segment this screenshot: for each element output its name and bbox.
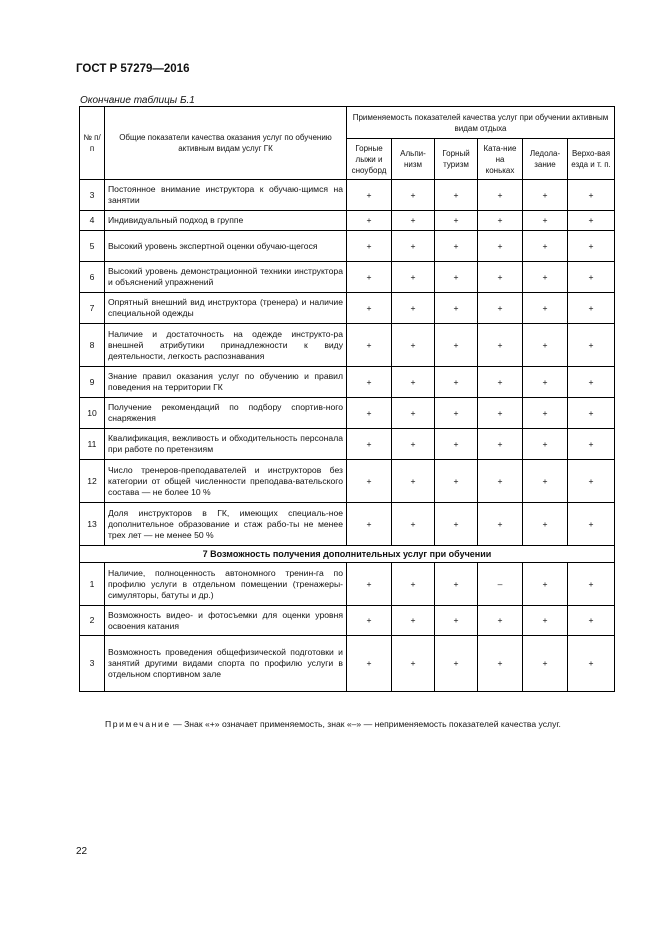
quality-indicators-table: [79, 106, 615, 692]
applicability-mark: +: [478, 324, 523, 367]
applicability-mark: +: [523, 503, 568, 546]
column-header-number: № п/п: [80, 107, 105, 180]
column-header-indicator: Общие показатели качества оказания услуг по обучению активным видам услуг ГК: [105, 107, 347, 180]
table-row: [80, 606, 615, 636]
column-header-activity: Горный туризм: [435, 139, 478, 180]
applicability-mark: +: [523, 636, 568, 692]
applicability-mark: +: [392, 398, 435, 429]
applicability-mark: +: [347, 460, 392, 503]
table-row: [80, 324, 615, 367]
applicability-mark: +: [392, 231, 435, 262]
applicability-mark: +: [478, 460, 523, 503]
applicability-mark: +: [392, 293, 435, 324]
applicability-mark: +: [435, 211, 478, 231]
indicator-text: Наличие и достаточность на одежде инструкто-ра внешней атрибутики принадлежности к виду деятельности, легкость распознавания: [105, 324, 347, 367]
applicability-mark: +: [478, 636, 523, 692]
table-row: [80, 563, 615, 606]
applicability-mark: +: [435, 563, 478, 606]
applicability-mark: +: [392, 429, 435, 460]
applicability-mark: +: [568, 211, 615, 231]
applicability-mark: +: [478, 180, 523, 211]
applicability-mark: +: [478, 231, 523, 262]
column-header-group: Применяемость показателей качества услуг при обучении активным видам отдыха: [347, 107, 615, 139]
applicability-mark: +: [568, 460, 615, 503]
indicator-text: Наличие, полноценность автономного тренин-га по профилю услуги в отдельном помещении (тренажеры-симуляторы, батуты и др.): [105, 563, 347, 606]
applicability-mark: +: [347, 606, 392, 636]
applicability-mark: +: [392, 262, 435, 293]
applicability-mark: +: [435, 324, 478, 367]
column-header-activity: Ката-ние на коньках: [478, 139, 523, 180]
applicability-mark: +: [435, 293, 478, 324]
applicability-mark: +: [523, 180, 568, 211]
applicability-mark: +: [435, 180, 478, 211]
applicability-mark: +: [347, 398, 392, 429]
applicability-mark: +: [568, 563, 615, 606]
indicator-text: Получение рекомендаций по подбору спортив-ного снаряжения: [105, 398, 347, 429]
applicability-mark: +: [392, 211, 435, 231]
applicability-mark: +: [523, 262, 568, 293]
applicability-mark: +: [435, 503, 478, 546]
table-row: [80, 636, 615, 692]
applicability-mark: +: [347, 429, 392, 460]
applicability-mark: +: [523, 231, 568, 262]
applicability-mark: +: [347, 324, 392, 367]
applicability-mark: +: [347, 367, 392, 398]
applicability-mark: +: [435, 262, 478, 293]
table-row: [80, 211, 615, 231]
row-number: 6: [80, 262, 105, 293]
applicability-mark: +: [347, 503, 392, 546]
applicability-mark: +: [478, 262, 523, 293]
applicability-mark: +: [478, 429, 523, 460]
applicability-mark: +: [568, 180, 615, 211]
section-row: [80, 546, 615, 563]
applicability-mark: +: [523, 563, 568, 606]
column-header-activity: Альпи-низм: [392, 139, 435, 180]
row-number: 3: [80, 636, 105, 692]
applicability-mark: +: [568, 606, 615, 636]
applicability-mark: +: [568, 231, 615, 262]
note-text: — Знак «+» означает применяемость, знак «–» — неприменяемость показателей качества услуг.: [170, 719, 561, 729]
column-header-activity: Верхо-вая езда и т. п.: [568, 139, 615, 180]
table-row: [80, 293, 615, 324]
applicability-mark: +: [568, 636, 615, 692]
applicability-mark: +: [478, 293, 523, 324]
column-header-activity: Ледола-зание: [523, 139, 568, 180]
row-number: 3: [80, 180, 105, 211]
column-header-activity: Горные лыжи и сноуборд: [347, 139, 392, 180]
applicability-mark: +: [347, 293, 392, 324]
applicability-mark: +: [435, 636, 478, 692]
applicability-mark: +: [347, 563, 392, 606]
applicability-mark: +: [478, 398, 523, 429]
applicability-mark: +: [435, 460, 478, 503]
indicator-text: Индивидуальный подход в группе: [105, 211, 347, 231]
indicator-text: Число тренеров-преподавателей и инструкторов без категории от общей численности преподава-вательского состава — не более 10 %: [105, 460, 347, 503]
indicator-text: Опрятный внешний вид инструктора (тренера) и наличие специальной одежды: [105, 293, 347, 324]
table-row: [80, 429, 615, 460]
note-label: Примечание: [105, 719, 171, 729]
row-number: 2: [80, 606, 105, 636]
table-row: [80, 262, 615, 293]
applicability-mark: +: [523, 324, 568, 367]
applicability-mark: +: [435, 231, 478, 262]
page-number: 22: [76, 846, 88, 857]
row-number: 11: [80, 429, 105, 460]
applicability-mark: +: [392, 606, 435, 636]
applicability-mark: +: [568, 503, 615, 546]
applicability-mark: +: [478, 606, 523, 636]
table-row: [80, 367, 615, 398]
table-row: [80, 231, 615, 262]
row-number: 5: [80, 231, 105, 262]
indicator-text: Знание правил оказания услуг по обучению и правил поведения на территории ГК: [105, 367, 347, 398]
applicability-mark: +: [392, 503, 435, 546]
document-header: ГОСТ Р 57279—2016: [76, 63, 190, 75]
row-number: 8: [80, 324, 105, 367]
applicability-mark: +: [568, 293, 615, 324]
row-number: 1: [80, 563, 105, 606]
applicability-mark: +: [392, 324, 435, 367]
indicator-text: Возможность проведения общефизической подготовки и занятий другими видами спорта по профилю услуги в отдельном спортивном зале: [105, 636, 347, 692]
table-row: [80, 460, 615, 503]
indicator-text: Постоянное внимание инструктора к обучаю-щимся на занятии: [105, 180, 347, 211]
applicability-mark: +: [568, 429, 615, 460]
applicability-mark: +: [523, 293, 568, 324]
applicability-mark: +: [523, 606, 568, 636]
header-row-1: [80, 107, 615, 139]
applicability-mark: +: [392, 636, 435, 692]
applicability-mark: +: [435, 429, 478, 460]
row-number: 12: [80, 460, 105, 503]
applicability-mark: +: [568, 398, 615, 429]
applicability-mark: +: [523, 367, 568, 398]
applicability-mark: +: [568, 324, 615, 367]
row-number: 10: [80, 398, 105, 429]
applicability-mark: +: [392, 180, 435, 211]
section-title: 7 Возможность получения дополнительных услуг при обучении: [80, 546, 615, 563]
row-number: 7: [80, 293, 105, 324]
row-number: 9: [80, 367, 105, 398]
table-note: [79, 718, 614, 730]
applicability-mark: +: [568, 262, 615, 293]
applicability-mark: +: [478, 503, 523, 546]
table-caption: Окончание таблицы Б.1: [80, 95, 195, 106]
indicator-text: Доля инструкторов в ГК, имеющих специаль-ное дополнительное образование и стаж рабо-ты не менее трех лет — не менее 50 %: [105, 503, 347, 546]
applicability-mark: +: [392, 367, 435, 398]
table-row: [80, 398, 615, 429]
applicability-mark: +: [347, 180, 392, 211]
applicability-mark: +: [347, 231, 392, 262]
applicability-mark: +: [568, 367, 615, 398]
table-row: [80, 503, 615, 546]
applicability-mark: +: [478, 211, 523, 231]
applicability-mark: +: [347, 262, 392, 293]
applicability-mark: +: [523, 398, 568, 429]
indicator-text: Высокий уровень экспертной оценки обучаю-щегося: [105, 231, 347, 262]
applicability-mark: +: [435, 606, 478, 636]
row-number: 4: [80, 211, 105, 231]
applicability-mark: +: [392, 460, 435, 503]
applicability-mark: +: [435, 398, 478, 429]
indicator-text: Квалификация, вежливость и обходительность персонала при работе по претензиям: [105, 429, 347, 460]
applicability-mark: +: [523, 460, 568, 503]
applicability-mark: +: [523, 429, 568, 460]
row-number: 13: [80, 503, 105, 546]
applicability-mark: +: [523, 211, 568, 231]
applicability-mark: +: [478, 367, 523, 398]
indicator-text: Высокий уровень демонстрационной техники инструктора и объяснений упражнений: [105, 262, 347, 293]
table-row: [80, 180, 615, 211]
applicability-mark: –: [478, 563, 523, 606]
applicability-mark: +: [347, 636, 392, 692]
applicability-mark: +: [347, 211, 392, 231]
applicability-mark: +: [435, 367, 478, 398]
applicability-mark: +: [392, 563, 435, 606]
indicator-text: Возможность видео- и фотосъемки для оценки уровня освоения катания: [105, 606, 347, 636]
